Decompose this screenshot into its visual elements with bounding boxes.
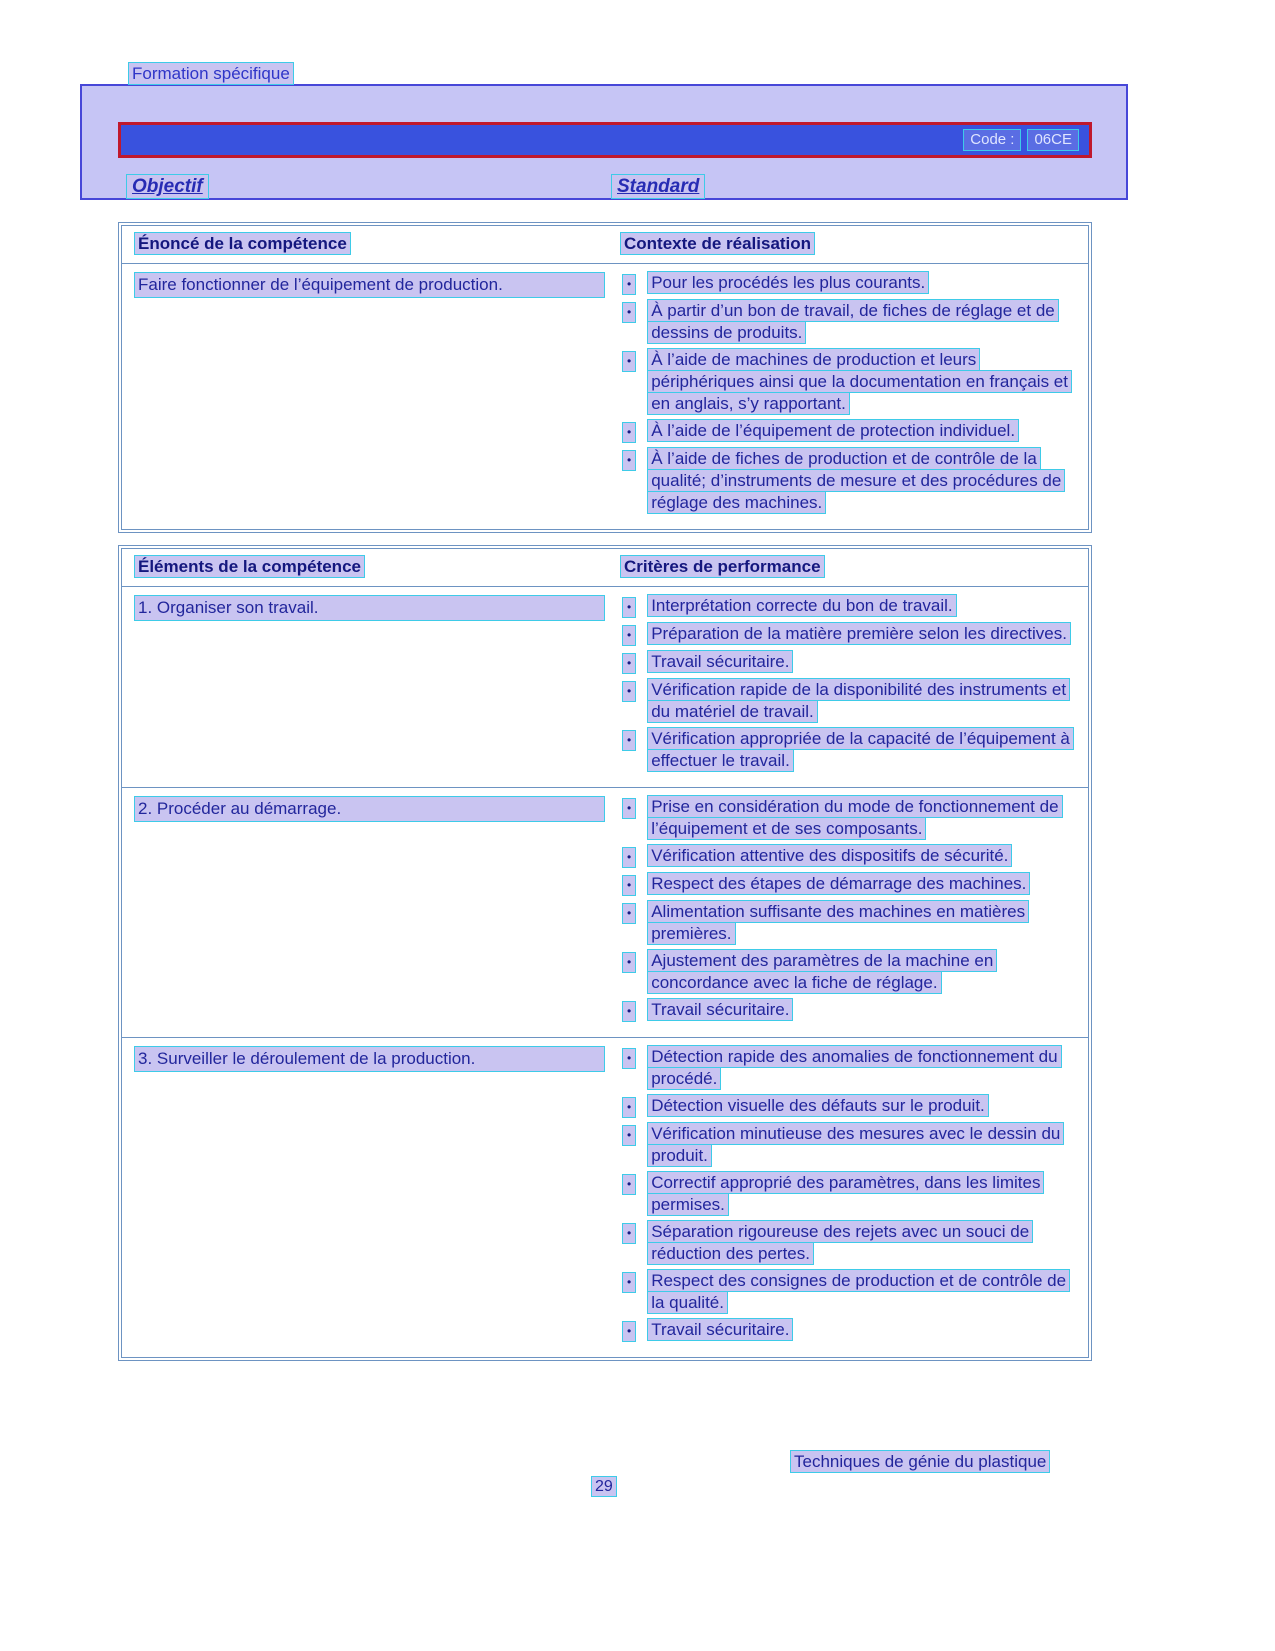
bullet-text: À l’aide de l’équipement de protection individuel. <box>647 419 1019 442</box>
bullet-icon: • <box>622 1174 636 1195</box>
bullet-icon: • <box>622 1097 636 1118</box>
bullet-icon: • <box>622 1125 636 1146</box>
bullet-text-wrap <box>647 272 929 294</box>
bullet-text: Alimentation suffisante des machines en matières premières. <box>647 900 1029 945</box>
competence-statement-table <box>118 222 1092 533</box>
bullet-item <box>622 595 1074 618</box>
bullet-item <box>622 651 1074 674</box>
element-text: 3. Surveiller le déroulement de la production. <box>134 1046 605 1072</box>
bullet-item <box>622 1095 1074 1118</box>
bullet-text-wrap <box>647 349 1074 415</box>
criteria-cell <box>619 272 1088 519</box>
bullet-item <box>622 1221 1074 1265</box>
bullet-item <box>622 1172 1074 1216</box>
bullet-text-wrap <box>647 796 1074 840</box>
bullet-item <box>622 796 1074 840</box>
header-criteres-label: Critères de performance <box>620 555 825 578</box>
header-enonce-label: Énoncé de la compétence <box>134 232 351 255</box>
criteria-cell <box>619 595 1088 777</box>
bullet-text: Ajustement des paramètres de la machine en concordance avec la fiche de réglage. <box>647 949 997 994</box>
bullet-item <box>622 728 1074 772</box>
bullet-item <box>622 349 1074 415</box>
page-number-label: 29 <box>591 1476 617 1497</box>
footer-program-label: Techniques de génie du plastique <box>790 1450 1050 1473</box>
bullet-icon: • <box>622 952 636 973</box>
bullet-item <box>622 901 1074 945</box>
bullet-text-wrap <box>647 1319 793 1341</box>
table-row <box>122 1037 1088 1357</box>
bullet-text: À l’aide de machines de production et leurs périphériques ainsi que la documentation en français et en anglais, s’y rapportant. <box>647 348 1072 415</box>
bullet-item <box>622 300 1074 344</box>
element-text: 2. Procéder au démarrage. <box>134 796 605 822</box>
footer-program-title <box>790 1452 1050 1472</box>
bullet-icon: • <box>622 653 636 674</box>
code-value: 06CE <box>1027 129 1079 151</box>
bullet-text-wrap <box>647 651 793 673</box>
bullet-text-wrap <box>647 1123 1074 1167</box>
bullet-text-wrap <box>647 420 1019 442</box>
bullet-item <box>622 623 1074 646</box>
bullet-text: Correctif approprié des paramètres, dans les limites permises. <box>647 1171 1044 1216</box>
bullet-text: Respect des consignes de production et de contrôle de la qualité. <box>647 1269 1070 1314</box>
bullet-icon: • <box>622 1048 636 1069</box>
bullet-icon: • <box>622 1272 636 1293</box>
table-header-row <box>122 226 1088 264</box>
element-text: Faire fonctionner de l’équipement de production. <box>134 272 605 298</box>
bullet-text-wrap <box>647 623 1071 645</box>
bullet-text-wrap <box>647 950 1074 994</box>
bullet-text-wrap <box>647 873 1030 895</box>
bullet-item <box>622 1123 1074 1167</box>
bullet-icon: • <box>622 1223 636 1244</box>
bullet-text-wrap <box>647 1221 1074 1265</box>
bullet-icon: • <box>622 730 636 751</box>
title-block <box>80 84 1128 200</box>
bullet-text-wrap <box>647 679 1074 723</box>
bullet-text: Vérification rapide de la disponibilité des instruments et du matériel de travail. <box>647 678 1070 723</box>
objectif-heading <box>126 176 209 198</box>
header-cell-elements <box>122 557 619 577</box>
bullet-text: Pour les procédés les plus courants. <box>647 271 929 294</box>
bullet-text: Prise en considération du mode de fonctionnement de l’équipement et de ses composants. <box>647 795 1062 840</box>
bullet-icon: • <box>622 903 636 924</box>
competence-elements-table-inner <box>121 548 1089 1358</box>
bullet-text: Vérification minutieuse des mesures avec le dessin du produit. <box>647 1122 1064 1167</box>
bullet-icon: • <box>622 625 636 646</box>
bullet-text: Interprétation correcte du bon de travail. <box>647 594 956 617</box>
breadcrumb-label[interactable]: Formation spécifique <box>128 62 294 85</box>
bullet-text: Détection visuelle des défauts sur le produit. <box>647 1094 989 1117</box>
bullet-text: Vérification appropriée de la capacité de l’équipement à effectuer le travail. <box>647 727 1074 772</box>
bullet-icon: • <box>622 798 636 819</box>
bullet-text-wrap <box>647 448 1074 514</box>
bullet-icon: • <box>622 1001 636 1022</box>
bullet-item <box>622 272 1074 295</box>
bullet-item <box>622 679 1074 723</box>
code-bar <box>118 122 1092 158</box>
standard-heading <box>611 176 705 198</box>
bullet-text-wrap <box>647 901 1074 945</box>
bullet-icon: • <box>622 875 636 896</box>
bullet-item <box>622 873 1074 896</box>
element-cell <box>122 1046 619 1347</box>
bullet-text: Séparation rigoureuse des rejets avec un souci de réduction des pertes. <box>647 1220 1033 1265</box>
bullet-text-wrap <box>647 1172 1074 1216</box>
bullet-icon: • <box>622 1321 636 1342</box>
bullet-item <box>622 420 1074 443</box>
bullet-text: Respect des étapes de démarrage des machines. <box>647 872 1030 895</box>
bullet-text: Travail sécuritaire. <box>647 998 793 1021</box>
table-row <box>122 787 1088 1037</box>
bullet-icon: • <box>622 681 636 702</box>
objectif-heading-label: Objectif <box>126 174 209 199</box>
code-label: Code : <box>963 129 1021 151</box>
header-cell-enonce <box>122 234 619 254</box>
bullet-text: À l’aide de fiches de production et de contrôle de la qualité; d’instruments de mesure et des procédures de réglage des machines. <box>647 447 1065 514</box>
criteria-cell <box>619 1046 1088 1347</box>
bullet-item <box>622 1319 1074 1342</box>
criteria-cell <box>619 796 1088 1027</box>
table-header-row <box>122 549 1088 587</box>
bullet-text: À partir d’un bon de travail, de fiches de réglage et de dessins de produits. <box>647 299 1059 344</box>
bullet-text-wrap <box>647 845 1012 867</box>
element-cell <box>122 595 619 777</box>
bullet-item <box>622 845 1074 868</box>
element-cell <box>122 796 619 1027</box>
bullet-text-wrap <box>647 1046 1074 1090</box>
competence-elements-table <box>118 545 1092 1361</box>
bullet-icon: • <box>622 351 636 372</box>
bullet-text-wrap <box>647 300 1074 344</box>
element-text: 1. Organiser son travail. <box>134 595 605 621</box>
bullet-item <box>622 1046 1074 1090</box>
table-body <box>122 264 1088 529</box>
bullet-text-wrap <box>647 1095 989 1117</box>
table-body <box>122 587 1088 1357</box>
bullet-item <box>622 1270 1074 1314</box>
header-elements-label: Éléments de la compétence <box>134 555 365 578</box>
bullet-text-wrap <box>647 728 1074 772</box>
header-contexte-label: Contexte de réalisation <box>620 232 815 255</box>
element-cell <box>122 272 619 519</box>
standard-heading-label: Standard <box>611 174 705 199</box>
bullet-icon: • <box>622 847 636 868</box>
table-row <box>122 587 1088 787</box>
bullet-text: Vérification attentive des dispositifs de sécurité. <box>647 844 1012 867</box>
bullet-item <box>622 999 1074 1022</box>
page-number <box>591 1478 617 1496</box>
bullet-item <box>622 950 1074 994</box>
table-row <box>122 264 1088 529</box>
bullet-text-wrap <box>647 1270 1074 1314</box>
bullet-text: Travail sécuritaire. <box>647 1318 793 1341</box>
breadcrumb[interactable] <box>128 64 294 84</box>
bullet-text-wrap <box>647 595 956 617</box>
bullet-icon: • <box>622 302 636 323</box>
bullet-icon: • <box>622 450 636 471</box>
bullet-icon: • <box>622 274 636 295</box>
header-cell-contexte <box>619 234 1088 254</box>
bullet-text: Détection rapide des anomalies de fonctionnement du procédé. <box>647 1045 1061 1090</box>
bullet-icon: • <box>622 597 636 618</box>
competence-statement-table-inner <box>121 225 1089 530</box>
bullet-text-wrap <box>647 999 793 1021</box>
bullet-text: Travail sécuritaire. <box>647 650 793 673</box>
bullet-item <box>622 448 1074 514</box>
bullet-text: Préparation de la matière première selon les directives. <box>647 622 1071 645</box>
bullet-icon: • <box>622 422 636 443</box>
header-cell-criteres <box>619 557 1088 577</box>
